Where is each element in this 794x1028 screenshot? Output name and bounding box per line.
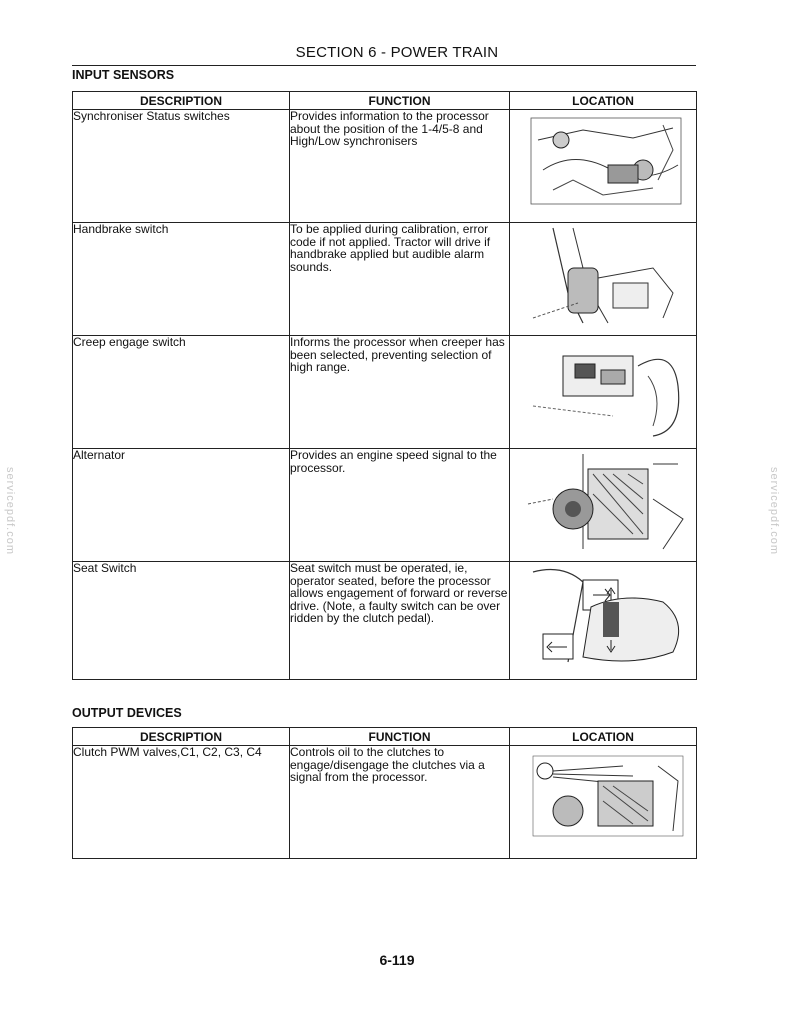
description-cell: Clutch PWM valves,C1, C2, C3, C4 — [73, 746, 290, 859]
column-header-description: DESCRIPTION — [73, 728, 290, 746]
seat-switch-illustration — [510, 562, 696, 672]
table-row — [73, 336, 697, 449]
function-cell: Seat switch must be operated, ie, operator seated, before the processor allows engagement of forward or reverse drive. (Note, a faulty switch can be over ridden by the clutch pedal). — [290, 562, 510, 680]
location-cell — [510, 336, 697, 449]
function-cell: Provides information to the processor about the position of the 1-4/5-8 and High/Low synchronisers — [290, 110, 510, 223]
location-cell — [510, 110, 697, 223]
table-header-row — [73, 728, 697, 746]
clutch-valve-illustration — [510, 746, 696, 851]
location-cell — [510, 223, 697, 336]
input-sensors-table — [72, 91, 697, 680]
header-rule — [72, 65, 696, 66]
function-cell: To be applied during calibration, error code if not applied. Tractor will drive if handbrake applied but audible alarm sounds. — [290, 223, 510, 336]
column-header-function: FUNCTION — [290, 92, 510, 110]
column-header-location: LOCATION — [510, 92, 697, 110]
table-row — [73, 223, 697, 336]
location-cell — [510, 746, 697, 859]
function-cell: Informs the processor when creeper has been selected, preventing selection of high range. — [290, 336, 510, 449]
description-cell: Creep engage switch — [73, 336, 290, 449]
description-cell: Handbrake switch — [73, 223, 290, 336]
location-cell — [510, 449, 697, 562]
synchroniser-switch-illustration — [510, 110, 696, 215]
description-cell: Synchroniser Status switches — [73, 110, 290, 223]
table-row — [73, 449, 697, 562]
creep-switch-illustration — [510, 336, 696, 441]
function-cell: Provides an engine speed signal to the processor. — [290, 449, 510, 562]
output-devices-heading: OUTPUT DEVICES — [72, 706, 182, 720]
watermark-left: servicepdf.com — [3, 467, 16, 555]
column-header-description: DESCRIPTION — [73, 92, 290, 110]
table-row — [73, 110, 697, 223]
table-row — [73, 562, 697, 680]
section-title: SECTION 6 - POWER TRAIN — [295, 44, 499, 61]
function-cell: Controls oil to the clutches to engage/disengage the clutches via a signal from the processor. — [290, 746, 510, 859]
table-row — [73, 746, 697, 859]
handbrake-switch-illustration — [510, 223, 696, 328]
column-header-function: FUNCTION — [290, 728, 510, 746]
output-devices-table — [72, 727, 697, 859]
page-number: 6-119 — [379, 952, 415, 968]
watermark-right: servicepdf.com — [767, 467, 780, 555]
column-header-location: LOCATION — [510, 728, 697, 746]
table-header-row — [73, 92, 697, 110]
description-cell: Seat Switch — [73, 562, 290, 680]
description-cell: Alternator — [73, 449, 290, 562]
alternator-illustration — [510, 449, 696, 554]
input-sensors-heading: INPUT SENSORS — [72, 68, 175, 82]
location-cell — [510, 562, 697, 680]
